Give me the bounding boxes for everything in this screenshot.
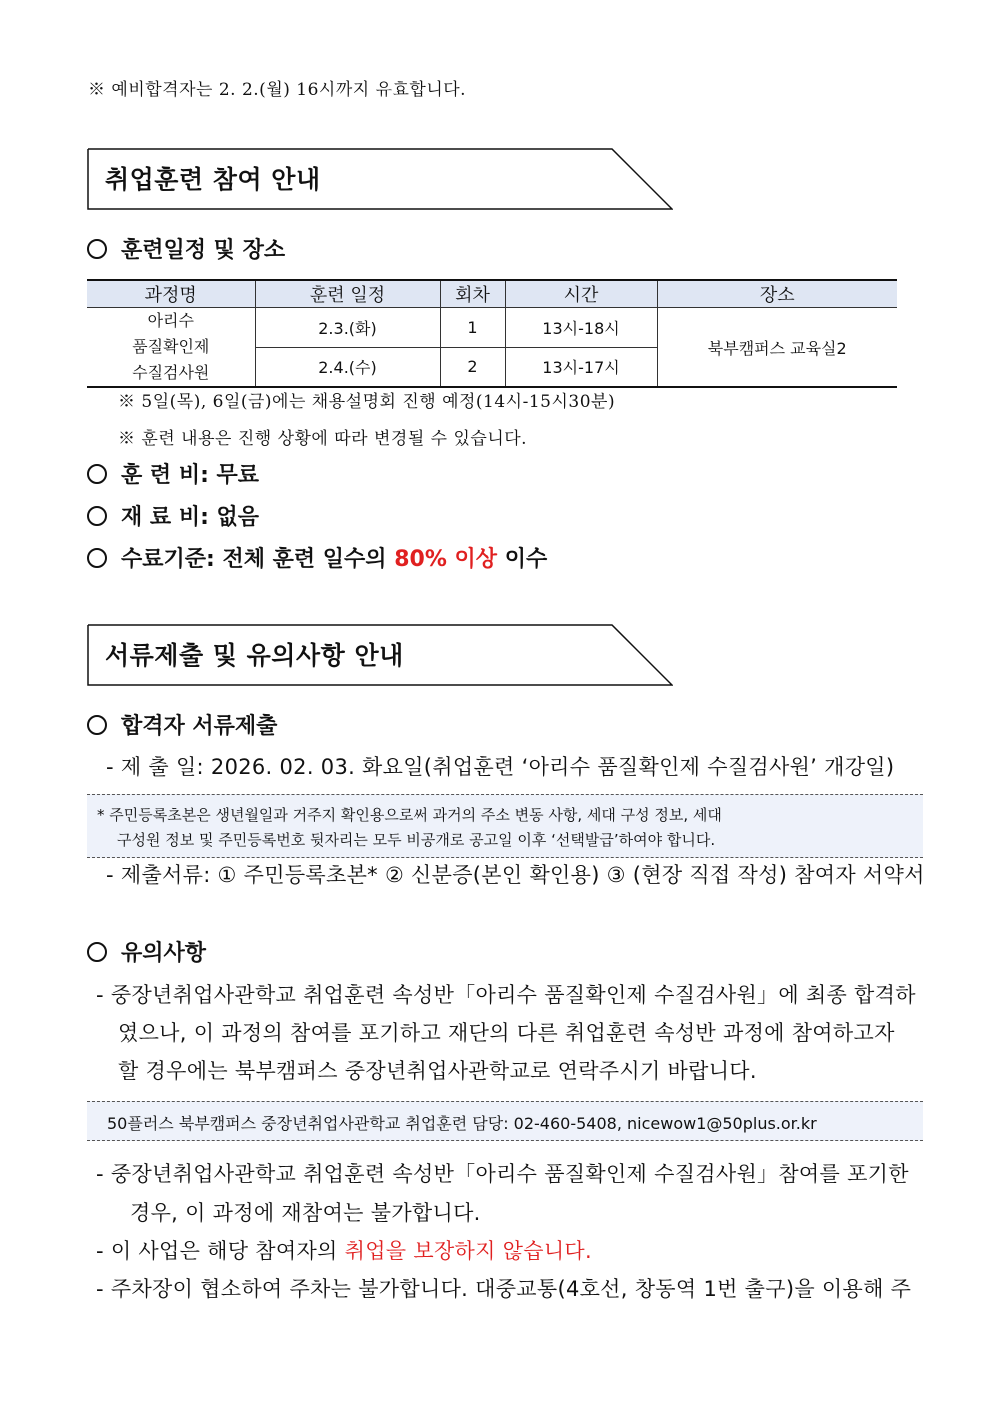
caution-line: 할 경우에는 북부캠퍼스 중장년취업사관학교로 연락주시기 바랍니다. bbox=[118, 1059, 757, 1083]
caution-line: - 주차장이 협소하여 주차는 불가합니다. 대중교통(4호선, 창동역 1번 출구)을 이용해 주 bbox=[96, 1277, 912, 1301]
resident-note-line: * 주민등록초본은 생년월일과 거주지 확인용으로써 과거의 주소 변동 사항, 세대 구성 정보, 세대 bbox=[97, 806, 722, 824]
schedule-heading-text: 훈련일정 및 장소 bbox=[121, 238, 286, 263]
material-item bbox=[87, 500, 259, 531]
section-header-documents bbox=[87, 624, 673, 686]
schedule-note: ※ 훈련 내용은 진행 상황에 따라 변경될 수 있습니다. bbox=[118, 429, 528, 449]
table-header: 장소 bbox=[657, 280, 897, 308]
caution-line: 경우, 이 과정에 재참여는 불가합니다. bbox=[130, 1201, 481, 1225]
circle-bullet-icon bbox=[87, 464, 107, 484]
submit-date: - 제 출 일: 2026. 02. 03. 화요일(취업훈련 ‘아리수 품질확인제 수질검사원’ 개강일) bbox=[106, 755, 895, 779]
circle-bullet-icon bbox=[87, 239, 107, 259]
session-cell: 2 bbox=[440, 347, 505, 387]
circle-bullet-icon bbox=[87, 548, 107, 568]
schedule-table bbox=[87, 279, 897, 388]
course-name-cell bbox=[87, 308, 255, 388]
table-header: 과정명 bbox=[87, 280, 255, 308]
caution-line: 였으나, 이 과정의 참여를 포기하고 재단의 다른 취업훈련 속성반 과정에 참여하고자 bbox=[118, 1021, 895, 1045]
caution-highlight: 취업을 보장하지 않습니다. bbox=[344, 1239, 592, 1263]
completion-highlight: 80% 이상 bbox=[394, 547, 498, 572]
caution-heading-text: 유의사항 bbox=[121, 941, 207, 966]
date-cell: 2.4.(수) bbox=[255, 347, 440, 387]
fee-item bbox=[87, 458, 259, 489]
course-line: 아리수 bbox=[147, 311, 194, 330]
circle-bullet-icon bbox=[87, 942, 107, 962]
fee-text: 훈 련 비: 무료 bbox=[121, 463, 260, 488]
table-header: 시간 bbox=[505, 280, 657, 308]
completion-text: 수료기준: 전체 훈련 일수의 bbox=[121, 547, 395, 572]
top-note: ※ 예비합격자는 2. 2.(월) 16시까지 유효합니다. bbox=[88, 80, 467, 100]
caution-line bbox=[96, 1235, 592, 1265]
contact-box bbox=[87, 1101, 923, 1141]
caution-heading bbox=[87, 936, 206, 967]
schedule-note: ※ 5일(목), 6일(금)에는 채용설명회 진행 예정(14시-15시30분) bbox=[118, 392, 616, 412]
section-title: 서류제출 및 유의사항 안내 bbox=[105, 641, 404, 670]
caution-line: - 중장년취업사관학교 취업훈련 속성반「아리수 품질확인제 수질검사원」에 최종 합격하 bbox=[96, 983, 916, 1007]
caution-text: - 이 사업은 해당 참여자의 bbox=[96, 1239, 345, 1263]
submit-heading-text: 합격자 서류제출 bbox=[121, 714, 278, 739]
resident-note-box bbox=[87, 794, 923, 858]
time-cell: 13시-18시 bbox=[505, 308, 657, 348]
section-header-training bbox=[87, 148, 673, 210]
time-cell: 13시-17시 bbox=[505, 347, 657, 387]
circle-bullet-icon bbox=[87, 506, 107, 526]
course-line: 품질확인제 bbox=[132, 337, 210, 356]
place-cell: 북부캠퍼스 교육실2 bbox=[657, 308, 897, 388]
course-line: 수질검사원 bbox=[132, 363, 210, 382]
schedule-heading bbox=[87, 233, 285, 264]
completion-item bbox=[87, 542, 547, 573]
material-text: 재 료 비: 없음 bbox=[121, 505, 260, 530]
resident-note-line: 구성원 정보 및 주민등록번호 뒷자리는 모두 비공개로 공고일 이후 ‘선택발급’하여야 합니다. bbox=[117, 831, 716, 849]
completion-suffix: 이수 bbox=[497, 547, 548, 572]
documents-list: - 제출서류: ① 주민등록초본* ② 신분증(본인 확인용) ③ (현장 직접 작성) 참여자 서약서 bbox=[106, 863, 925, 887]
submit-heading bbox=[87, 709, 277, 740]
session-cell: 1 bbox=[440, 308, 505, 348]
contact-text: 50플러스 북부캠퍼스 중장년취업사관학교 취업훈련 담당: 02-460-5408, nicewow1@50plus.or.kr bbox=[107, 1114, 817, 1133]
caution-line: - 중장년취업사관학교 취업훈련 속성반「아리수 품질확인제 수질검사원」참여를 포기한 bbox=[96, 1162, 909, 1186]
table-header: 훈련 일정 bbox=[255, 280, 440, 308]
date-cell: 2.3.(화) bbox=[255, 308, 440, 348]
table-header: 회차 bbox=[440, 280, 505, 308]
circle-bullet-icon bbox=[87, 715, 107, 735]
section-title: 취업훈련 참여 안내 bbox=[105, 165, 321, 194]
